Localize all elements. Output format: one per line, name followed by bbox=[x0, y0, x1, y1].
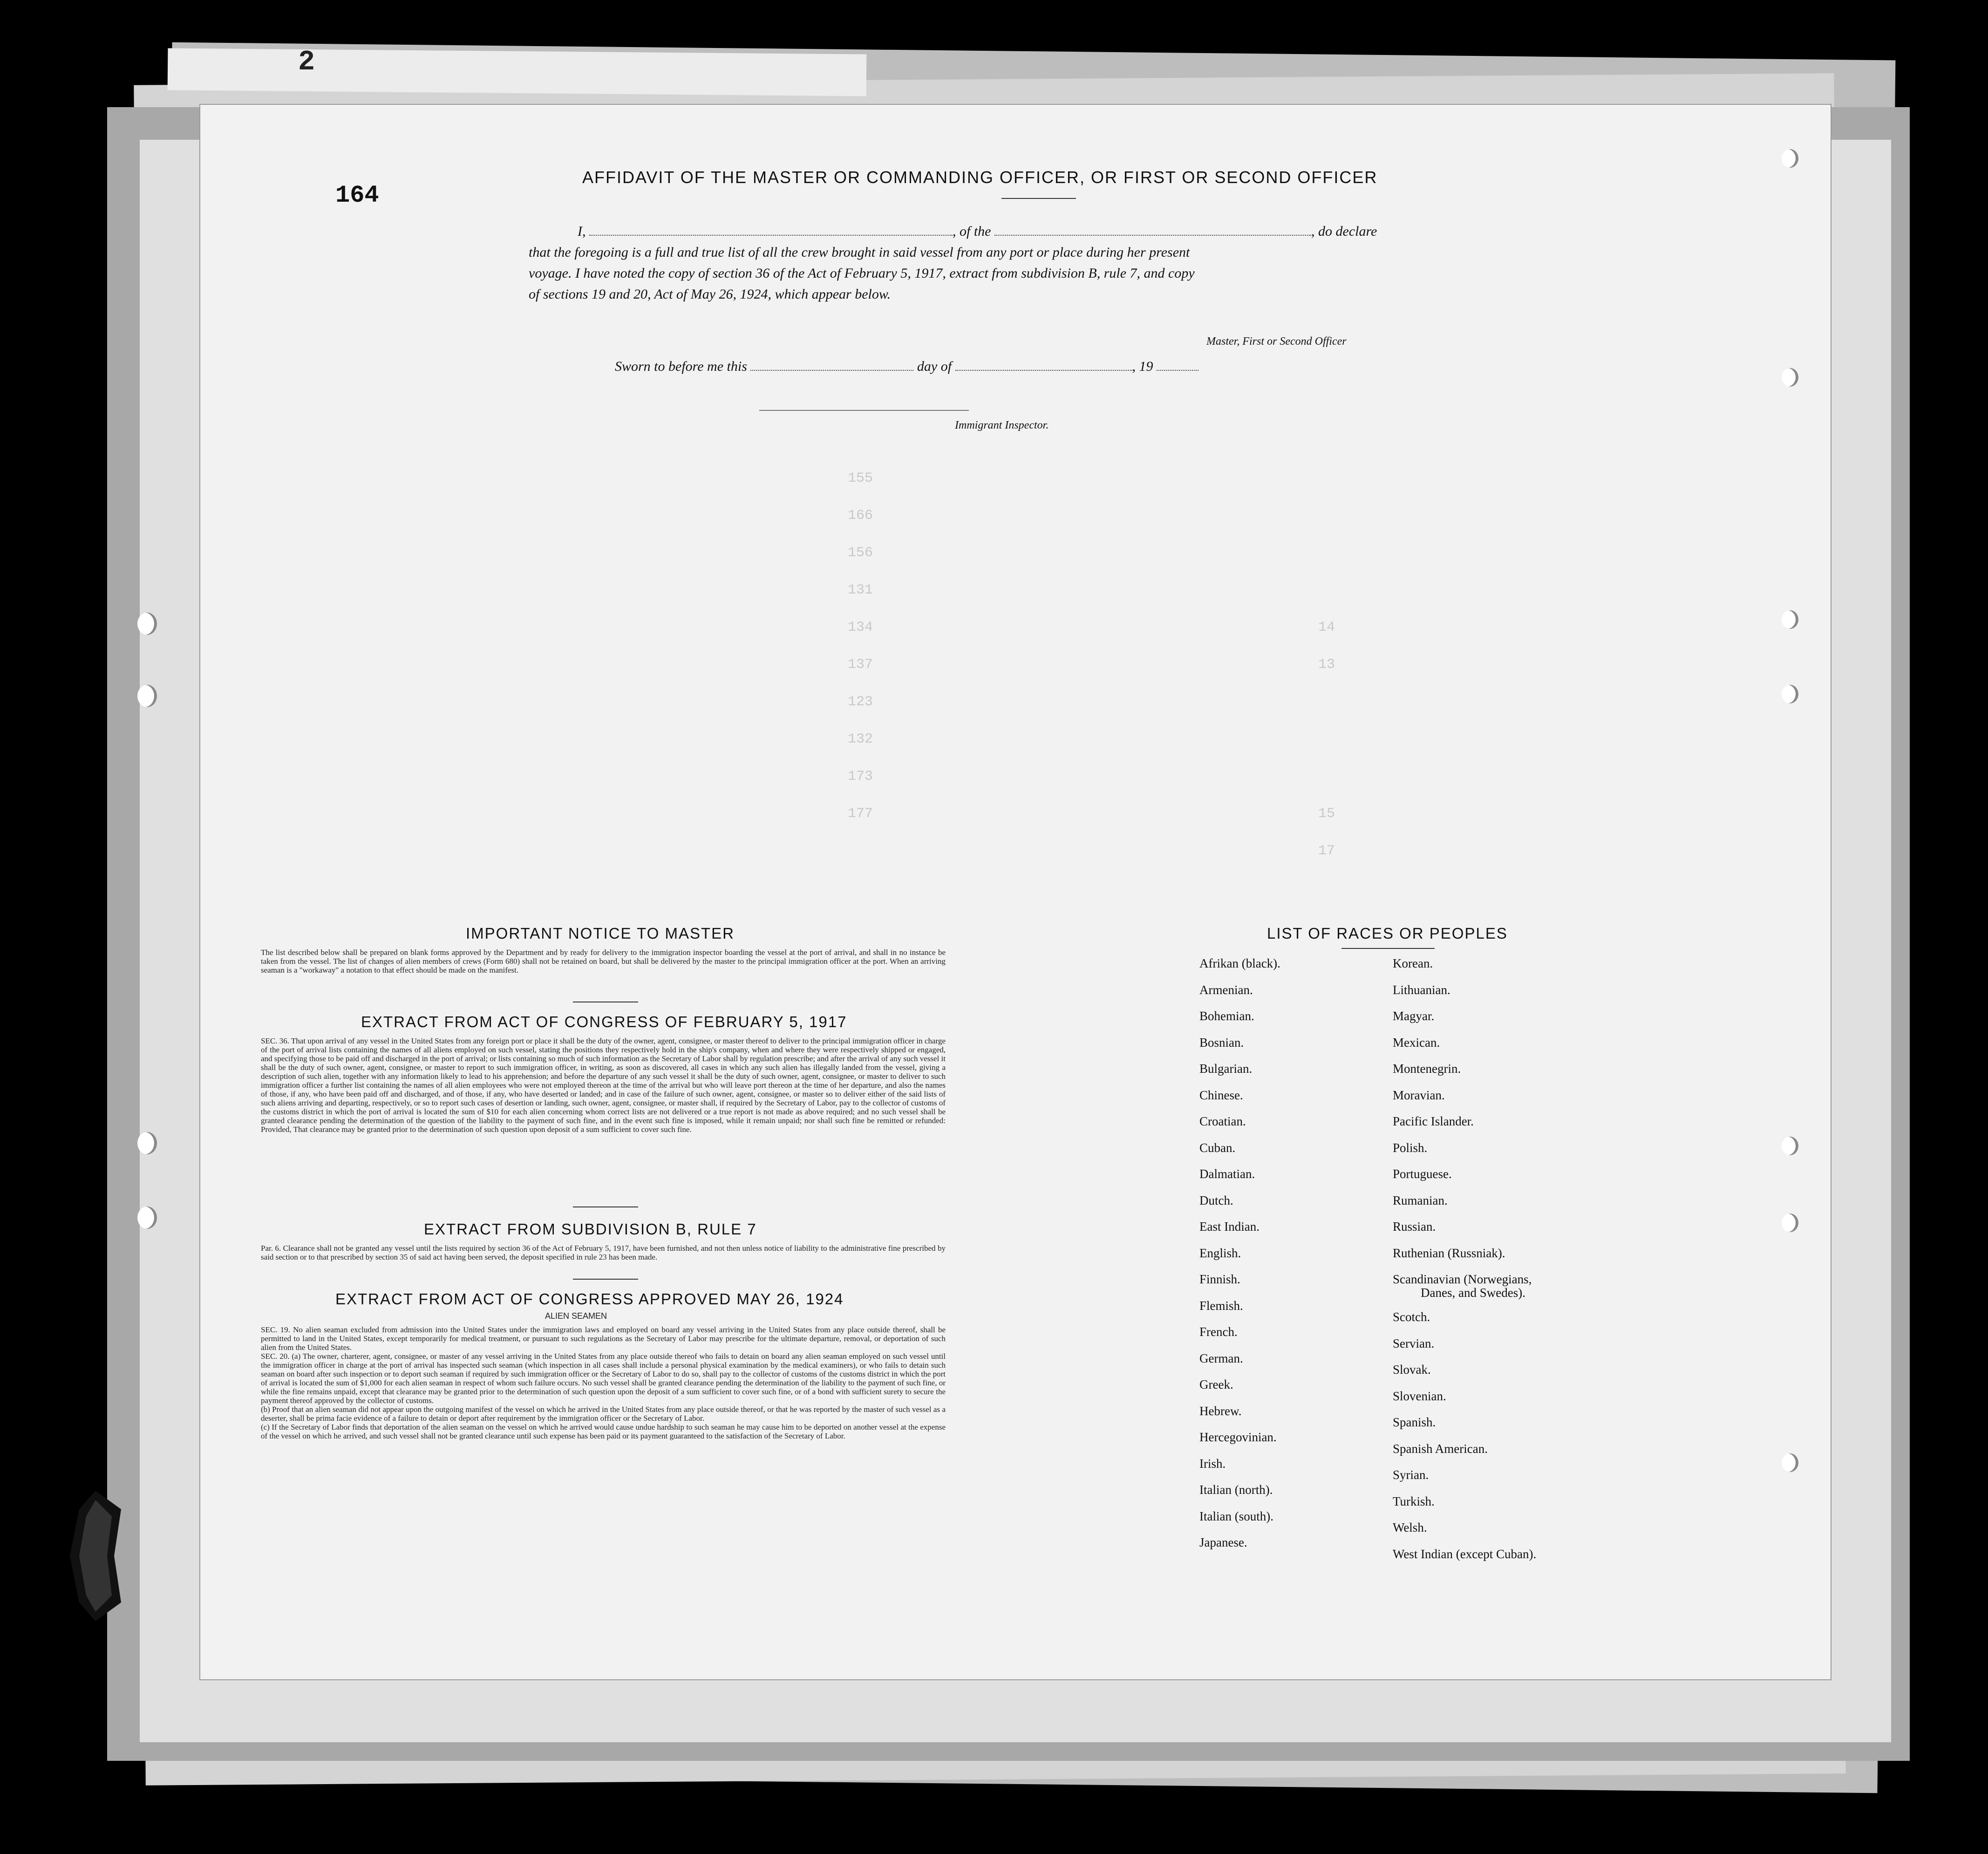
race-item: Spanish American. bbox=[1393, 1441, 1488, 1456]
back-sheet-top-strip bbox=[168, 48, 867, 96]
race-item: Syrian. bbox=[1393, 1468, 1429, 1482]
sec-19: SEC. 19. No alien seaman excluded from admission into the United States under the immigration laws and employed on board any vessel arriving in the United States from any place outside thereof, shall be permitted to land in the United States, except temporarily for medical treatment, or pursuant to such regulations as the Secretary of Labor may prescribe for the ultimate departure, removal, or deportation of such alien from the United States. bbox=[261, 1325, 946, 1352]
race-item: Italian (north). bbox=[1199, 1483, 1273, 1497]
extract-1924-body bbox=[261, 1325, 946, 1440]
punch-hole bbox=[1782, 368, 1798, 387]
ghost-row: 155 bbox=[848, 470, 873, 486]
sec-20c: (c) If the Secretary of Labor finds that deportation of the alien seaman on the vessel on which he arrived would cause undue hardship to such seaman he may cause him to be deported on another vessel at the expense of the vessel on which he arrived, and such vessel shall not be granted clearance until such expense has been paid or its payment guaranteed to the satisfaction of the Secretary of Labor. bbox=[261, 1423, 946, 1440]
races-left-column bbox=[1199, 956, 1280, 1562]
ghost-row: 14 bbox=[1318, 620, 1335, 635]
race-item-line: Scandinavian (Norwegians, bbox=[1393, 1272, 1532, 1286]
race-item: Korean. bbox=[1393, 956, 1433, 970]
race-item: Armenian. bbox=[1199, 982, 1253, 997]
races-right-column bbox=[1393, 956, 1536, 1573]
race-item: Russian. bbox=[1393, 1220, 1436, 1234]
affidavit-page bbox=[200, 105, 1831, 1679]
race-item: Afrikan (black). bbox=[1199, 956, 1280, 970]
affidavit-line-3: voyage. I have noted the copy of section 36 of the Act of February 5, 1917, extract from subdivision B, rule 7, and copy bbox=[529, 266, 1195, 281]
race-item: Bohemian. bbox=[1199, 1009, 1254, 1023]
affidavit-line-4: of sections 19 and 20, Act of May 26, 1924, which appear below. bbox=[529, 286, 891, 302]
ghost-row: 173 bbox=[848, 769, 873, 784]
race-item: Flemish. bbox=[1199, 1298, 1243, 1313]
extract-1917-title: EXTRACT FROM ACT OF CONGRESS OF FEBRUARY 5, 1917 bbox=[361, 1013, 847, 1030]
race-item: Magyar. bbox=[1393, 1009, 1435, 1023]
extract-rule7-rule bbox=[573, 1279, 638, 1280]
race-item: Turkish. bbox=[1393, 1494, 1435, 1508]
race-item: Polish. bbox=[1393, 1140, 1428, 1155]
ghost-row: 132 bbox=[848, 731, 873, 747]
ghost-row: 123 bbox=[848, 694, 873, 710]
races-title: LIST OF RACES OR PEOPLES bbox=[1267, 925, 1508, 942]
race-item bbox=[1393, 1272, 1536, 1310]
race-item: Greek. bbox=[1199, 1377, 1233, 1391]
races-rule bbox=[1341, 948, 1435, 949]
affidavit-line-1 bbox=[578, 224, 1377, 239]
race-item: Ruthenian (Russniak). bbox=[1393, 1246, 1505, 1260]
punch-hole bbox=[137, 613, 157, 635]
title-rule bbox=[1001, 198, 1076, 199]
race-item: Chinese. bbox=[1199, 1088, 1243, 1102]
month-blank[interactable] bbox=[955, 370, 1132, 371]
ghost-row: 131 bbox=[848, 582, 873, 598]
sec-20a: SEC. 20. (a) The owner, charterer, agent, consignee, or master of any vessel arriving in the United States from any place outside thereof who fails to detain on board any alien seaman employed on such vessel until the immigration officer in charge at the port of arrival has inspected such seaman (which inspection in all cases shall include a personal physical examination by the medical examiners), or who fails to detain such seaman on board after such inspection or to deport such seaman if required by such immigration officer or the Secretary of Labor to do so, shall pay to the collector of customs of the customs district in which the port of arrival is located the sum of $1,000 for each alien seaman in respect of whom such failure occurs. No such vessel shall be granted clearance pending the determination of the liability to the payment of such fine, or while the fine remains unpaid, except that clearance may be granted prior to the determination of such question upon the deposit of a sum sufficient to cover such fine, or of a bond with sufficient surety to secure the payment thereof approved by the collector of customs. bbox=[261, 1352, 946, 1405]
ghost-row: 137 bbox=[848, 657, 873, 673]
race-item: Dutch. bbox=[1199, 1193, 1233, 1207]
race-item: Irish. bbox=[1199, 1456, 1226, 1471]
race-item: Slovenian. bbox=[1393, 1389, 1446, 1403]
race-item: Spanish. bbox=[1393, 1415, 1436, 1429]
extract-rule7-title: EXTRACT FROM SUBDIVISION B, RULE 7 bbox=[424, 1220, 757, 1238]
seal-stamp bbox=[70, 1491, 121, 1621]
ghost-row: 17 bbox=[1318, 843, 1335, 859]
race-item: French. bbox=[1199, 1325, 1238, 1339]
race-item: Moravian. bbox=[1393, 1088, 1445, 1102]
ghost-row: 177 bbox=[848, 806, 873, 822]
affidavit-of-the: , of the bbox=[953, 224, 991, 239]
extract-1917-body: SEC. 36. That upon arrival of any vessel in the United States from any foreign port or place it shall be the duty of the owner, agent, consignee, or master thereof to deliver to the principal immigration officer in charge of the port of arrival lists containing the names of all aliens employed on such vessel, stating the positions they respectively hold in the ship's company, when and where they were respectively shipped or engaged, and specifying those to be paid off and discharged in the port of arrival; or lists containing so much of such information as the Secretary of Labor shall by regulation prescribe; and after the arrival of any such vessel it shall be the duty of such owner, agent, consignee, or master to report to such immigration officer, in writing, as soon as discovered, all cases in which any such alien has illegally landed from the vessel, giving a description of such alien, together with any information likely to lead to his apprehension; and before the departure of any such vessel it shall be the duty of such owner, agent, consignee, or master to deliver to such immigration officer a further list containing the names of all alien employees who were not employed thereon at the time of the arrival but who will leave port thereon at the time of her departure, and also the names of those, if any, who have been paid off and discharged, and of those, if any, who have deserted or landed; and in case of the failure of such owner, agent, consignee, or master so to deliver either of the said lists of such aliens arriving and departing, respectively, or so to report such cases of desertion or landing, such owner, agent, consignee, or master shall, if required by the Secretary of Labor, pay to the collector of customs of the customs district in which the port of arrival is located the sum of $10 for each alien concerning whom correct lists are not delivered or a true report is not made as above required; and no such vessel shall be granted clearance pending the determination of the question of the liability to the payment of such fine, and in the event such fine is imposed, while it remain unpaid; nor shall such fine be remitted or refunded: Provided, That clearance may be granted prior to the determination of such question upon deposit of a sum sufficient to cover such fine. bbox=[261, 1036, 946, 1134]
race-item: Hercegovinian. bbox=[1199, 1430, 1277, 1444]
affidavit-declare: , do declare bbox=[1311, 224, 1377, 239]
race-item: Welsh. bbox=[1393, 1520, 1427, 1534]
race-item: Croatian. bbox=[1199, 1114, 1246, 1128]
race-item: Cuban. bbox=[1199, 1140, 1236, 1155]
vessel-blank[interactable] bbox=[994, 235, 1311, 236]
sec-20b: (b) Proof that an alien seaman did not appear upon the outgoing manifest of the vessel on which he arrived in the United States from any place outside thereof, or that he was reported by the master of such vessel as a deserter, shall be prima facie evidence of a failure to detain or deport after requirement by the immigration officer or the Secretary of Labor. bbox=[261, 1405, 946, 1423]
extract-1924-subtitle: ALIEN SEAMEN bbox=[545, 1311, 607, 1321]
ghost-row: 15 bbox=[1318, 806, 1335, 822]
race-item: Servian. bbox=[1393, 1336, 1435, 1350]
signature-label: Master, First or Second Officer bbox=[1206, 335, 1347, 348]
name-blank[interactable] bbox=[589, 235, 953, 236]
extract-rule7-body: Par. 6. Clearance shall not be granted any vessel until the lists required by section 36 of the Act of February 5, 1917, have been furnished, and not then unless notice of liability to the administrative fine prescribed by said section or to that prescribed by section 35 of said act having been served, the deposit specified in rule 23 has been made. bbox=[261, 1244, 946, 1261]
ghost-row: 134 bbox=[848, 620, 873, 635]
affidavit-title: AFFIDAVIT OF THE MASTER OR COMMANDING OFFICER, OR FIRST OR SECOND OFFICER bbox=[582, 168, 1378, 187]
race-item: Dalmatian. bbox=[1199, 1167, 1255, 1181]
ghost-row: 156 bbox=[848, 545, 873, 561]
race-item: Pacific Islander. bbox=[1393, 1114, 1474, 1128]
sworn-prefix: Sworn to before me this bbox=[615, 359, 747, 374]
race-item: West Indian (except Cuban). bbox=[1393, 1547, 1537, 1561]
race-item: English. bbox=[1199, 1246, 1241, 1260]
corner-mark: 2 bbox=[298, 47, 315, 78]
race-item: Portuguese. bbox=[1393, 1167, 1452, 1181]
race-item: Hebrew. bbox=[1199, 1404, 1242, 1418]
punch-hole bbox=[1782, 149, 1798, 168]
notice-body: The list described below shall be prepared on blank forms approved by the Department and by ready for delivery to the immigration inspector boarding the vessel at the port of arrival, and shall in no instance be taken from the vessel. The list of changes of alien members of crews (Form 680) shall not be retained on board, but shall be delivered by the master to the principal immigration officer at the port. When an arriving seaman is a "workaway" a notation to that effect should be made on the manifest. bbox=[261, 948, 946, 975]
punch-hole bbox=[1782, 1453, 1798, 1472]
race-item: Bosnian. bbox=[1199, 1035, 1244, 1050]
punch-hole bbox=[137, 1206, 157, 1229]
race-item: Rumanian. bbox=[1393, 1193, 1448, 1207]
race-item-line: Danes, and Swedes). bbox=[1421, 1286, 1525, 1300]
race-item: German. bbox=[1199, 1351, 1243, 1365]
inspector-signature-line bbox=[759, 410, 969, 411]
race-item: East Indian. bbox=[1199, 1220, 1260, 1234]
extract-1924-title: EXTRACT FROM ACT OF CONGRESS APPROVED MAY 26, 1924 bbox=[335, 1290, 844, 1308]
notice-title: IMPORTANT NOTICE TO MASTER bbox=[466, 925, 735, 942]
ghost-row: 13 bbox=[1318, 657, 1335, 673]
year-blank[interactable] bbox=[1157, 370, 1198, 371]
day-blank[interactable] bbox=[750, 370, 913, 371]
sworn-day: day of bbox=[917, 359, 952, 374]
punch-hole bbox=[137, 685, 157, 707]
punch-hole bbox=[1782, 1137, 1798, 1155]
sworn-year: , 19 bbox=[1132, 359, 1153, 374]
race-item: Slovak. bbox=[1393, 1363, 1431, 1377]
affidavit-line-2: that the foregoing is a full and true list of all the crew brought in said vessel from any port or place during her present bbox=[529, 245, 1190, 260]
affidavit-i: I, bbox=[578, 224, 586, 239]
race-item: Bulgarian. bbox=[1199, 1062, 1253, 1076]
race-item: Finnish. bbox=[1199, 1272, 1240, 1286]
sworn-line bbox=[615, 359, 1198, 375]
race-item: Scotch. bbox=[1393, 1310, 1430, 1324]
ghost-row: 166 bbox=[848, 508, 873, 524]
race-item: Italian (south). bbox=[1199, 1509, 1273, 1523]
inspector-label: Immigrant Inspector. bbox=[955, 419, 1049, 431]
page-number: 164 bbox=[335, 182, 379, 209]
race-item: Montenegrin. bbox=[1393, 1062, 1461, 1076]
punch-hole bbox=[1782, 1213, 1798, 1232]
race-item: Lithuanian. bbox=[1393, 982, 1450, 997]
race-item: Japanese. bbox=[1199, 1535, 1247, 1549]
punch-hole bbox=[137, 1132, 157, 1154]
extract-1917-rule bbox=[573, 1206, 638, 1207]
punch-hole bbox=[1782, 685, 1798, 703]
race-item: Mexican. bbox=[1393, 1035, 1440, 1050]
punch-hole bbox=[1782, 610, 1798, 629]
